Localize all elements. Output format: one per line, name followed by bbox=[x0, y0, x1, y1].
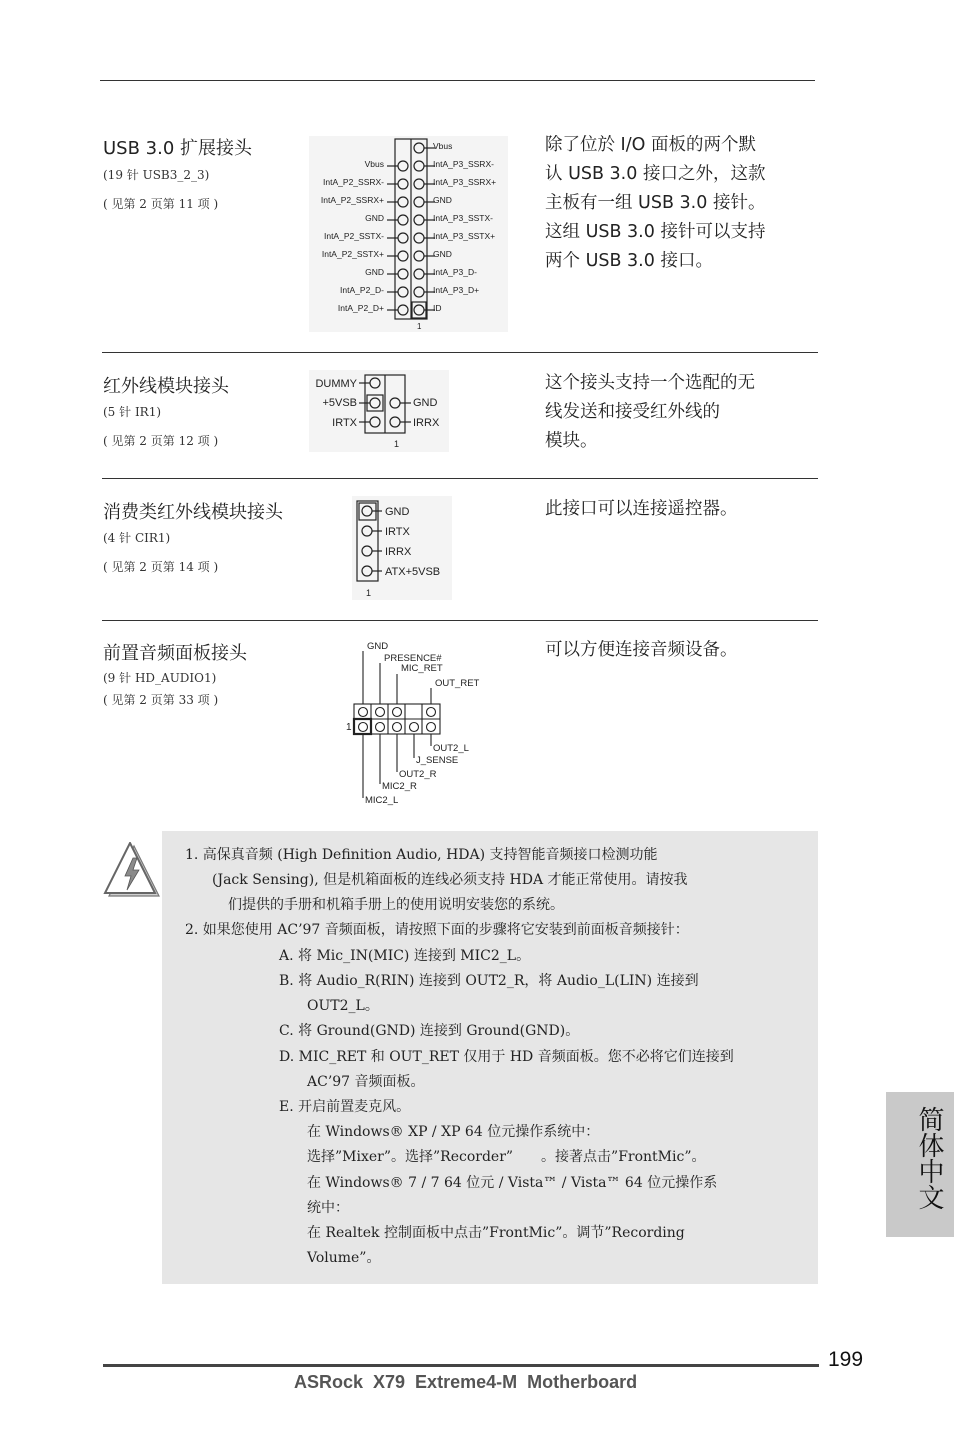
pin-label: GND bbox=[413, 397, 438, 409]
ir-header-title: 红外线模块接头 bbox=[103, 376, 229, 397]
pin-label: IntA_P2_D+ bbox=[337, 303, 384, 313]
pin-label: +5VSB bbox=[322, 397, 357, 409]
audio-header-ref: ( 见第 2 页第 33 项 ) bbox=[103, 693, 219, 707]
pin-one-marker: 1 bbox=[346, 722, 352, 733]
warning-lightning-icon bbox=[103, 842, 161, 900]
ir-header-ref: ( 见第 2 页第 12 项 ) bbox=[103, 434, 219, 448]
pin-label: ATX+5VSB bbox=[385, 566, 441, 578]
pin-label: Vbus bbox=[364, 159, 384, 169]
pin-label: GND bbox=[367, 641, 389, 652]
pin-label: GND bbox=[365, 213, 384, 223]
usb3-pinout-diagram bbox=[309, 136, 508, 332]
pin-label: IntA_P2_SSTX+ bbox=[321, 249, 384, 259]
pin-one-marker: 1 bbox=[417, 322, 422, 331]
pin-label: IRRX bbox=[413, 417, 440, 429]
pin-label: ID bbox=[433, 303, 442, 313]
note-line: OUT2_L。 bbox=[307, 998, 379, 1014]
pin-label: PRESENCE# bbox=[384, 653, 442, 664]
pin-one-marker: 1 bbox=[366, 588, 372, 598]
pin-label: IntA_P2_D- bbox=[340, 285, 384, 295]
note-line: A. 将 Mic_IN(MIC) 连接到 MIC2_L。 bbox=[279, 948, 531, 964]
note-line: 在 Windows® XP / XP 64 位元操作系统中： bbox=[307, 1124, 600, 1140]
pin-label: DUMMY bbox=[315, 378, 357, 390]
note-line: Volume”。 bbox=[307, 1250, 381, 1266]
pin-label: IntA_P3_SSTX+ bbox=[433, 231, 496, 241]
top-rule bbox=[100, 80, 815, 81]
page-number: 199 bbox=[828, 1348, 864, 1371]
pin-label: IntA_P3_SSTX- bbox=[433, 213, 494, 223]
pin-label: GND bbox=[385, 506, 410, 518]
pin-label: IRTX bbox=[385, 526, 410, 538]
pin-label: MIC2_L bbox=[365, 795, 399, 806]
pin-label: IntA_P2_SSRX+ bbox=[320, 195, 384, 205]
language-tab-label: 简体中文 bbox=[914, 1106, 944, 1210]
note-line: 在 Windows® 7 / 7 64 位元 / Vista™ / Vista™ 64 位元操作系 bbox=[307, 1175, 718, 1191]
note-line: 1. 高保真音频 (High Definition Audio, HDA) 支持智能音频接口检测功能 bbox=[185, 847, 658, 863]
pin-one-marker: 1 bbox=[394, 439, 400, 449]
pin-label: IntA_P3_SSRX+ bbox=[433, 177, 497, 187]
pin-label: Vbus bbox=[433, 141, 453, 151]
pin-label: IntA_P2_SSTX- bbox=[323, 231, 384, 241]
usb3-header-title: USB 3.0 扩展接头 bbox=[103, 138, 253, 159]
cir-header-ref: ( 见第 2 页第 14 项 ) bbox=[103, 560, 219, 574]
note-line: 们提供的手册和机箱手册上的使用说明安装您的系统。 bbox=[228, 897, 564, 913]
ir-header-description: 这个接头支持一个选配的无 线发送和接受红外线的 模块。 bbox=[545, 373, 755, 451]
pin-label: IRRX bbox=[385, 546, 412, 558]
pin-label: MIC2_R bbox=[382, 781, 417, 792]
cir-pinout-diagram bbox=[352, 496, 452, 600]
usb3-header-ref: ( 见第 2 页第 11 项 ) bbox=[103, 197, 219, 211]
audio-pinout-diagram bbox=[342, 636, 492, 808]
footer-product-name: ASRock X79 Extreme4-M Motherboard bbox=[294, 1372, 638, 1392]
pin-label: IntA_P2_SSRX- bbox=[323, 177, 384, 187]
note-line: E. 开启前置麦克风。 bbox=[279, 1099, 411, 1115]
note-line: 在 Realtek 控制面板中点击”FrontMic”。调节”Recording bbox=[307, 1225, 685, 1241]
pin-label: OUT2_R bbox=[399, 769, 437, 780]
usb3-header-description: 除了位於 I/O 面板的两个默 认 USB 3.0 接口之外，这款 主板有一组 USB 3.0 接针。 这组 USB 3.0 接针可以支持 两个 USB 3.0 接口。 bbox=[545, 135, 766, 271]
audio-header-title: 前置音频面板接头 bbox=[103, 643, 247, 664]
cir-header-description: 此接口可以连接遥控器。 bbox=[545, 499, 738, 519]
pin-label: IRTX bbox=[332, 417, 357, 429]
pin-label: OUT_RET bbox=[435, 678, 480, 689]
pin-label: IntA_P3_D- bbox=[433, 267, 477, 277]
cir-header-title: 消费类红外线模块接头 bbox=[103, 502, 283, 523]
section-divider bbox=[102, 620, 818, 621]
pin-label: J_SENSE bbox=[416, 755, 459, 766]
note-line: 统中： bbox=[307, 1200, 349, 1216]
pin-label: GND bbox=[433, 249, 452, 259]
pin-label: GND bbox=[433, 195, 452, 205]
note-line: D. MIC_RET 和 OUT_RET 仅用于 HD 音频面板。您不必将它们连接到 bbox=[279, 1049, 734, 1065]
note-line: AC’97 音频面板。 bbox=[307, 1074, 425, 1090]
note-line: C. 将 Ground(GND) 连接到 Ground(GND)。 bbox=[279, 1023, 580, 1039]
note-line: (Jack Sensing), 但是机箱面板的连线必须支持 HDA 才能正常使用。请按我 bbox=[212, 872, 688, 888]
note-line: 选择”Mixer”。选择”Recorder” 。接著点击”FrontMic”。 bbox=[307, 1149, 706, 1165]
note-line: 2. 如果您使用 AC’97 音频面板，请按照下面的步骤将它安装到前面板音频接针： bbox=[185, 922, 689, 938]
ir-pinout-diagram bbox=[309, 370, 449, 452]
usb3-header-pins: (19 针 USB3_2_3) bbox=[103, 168, 210, 182]
section-divider bbox=[102, 352, 818, 353]
footer-rule bbox=[103, 1364, 819, 1367]
pin-label: GND bbox=[365, 267, 384, 277]
cir-header-pins: (4 针 CIR1) bbox=[103, 531, 171, 545]
ir-header-pins: (5 针 IR1) bbox=[103, 405, 162, 419]
note-line: B. 将 Audio_R(RIN) 连接到 OUT2_R，将 Audio_L(LIN) 连接到 bbox=[279, 973, 699, 989]
pin-label: OUT2_L bbox=[433, 743, 469, 754]
pin-label: IntA_P3_SSRX- bbox=[433, 159, 494, 169]
section-divider bbox=[102, 478, 818, 479]
audio-header-description: 可以方便连接音频设备。 bbox=[545, 640, 738, 660]
audio-header-pins: (9 针 HD_AUDIO1) bbox=[103, 671, 217, 685]
pin-label: MIC_RET bbox=[401, 663, 443, 674]
pin-label: IntA_P3_D+ bbox=[433, 285, 480, 295]
